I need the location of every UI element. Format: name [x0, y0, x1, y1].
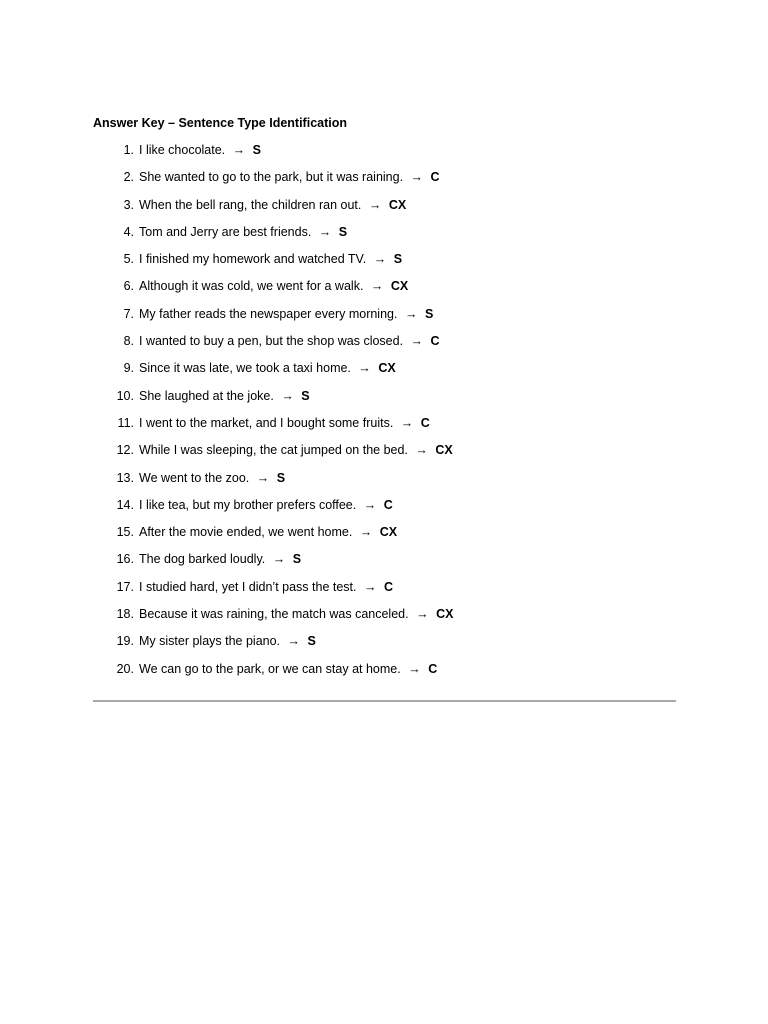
sentence-text: She wanted to go to the park, but it was raining. [139, 170, 404, 185]
item-body [139, 277, 408, 295]
item-number: 6. [123, 279, 134, 294]
item-body [139, 632, 316, 650]
answer-code: CX [435, 443, 453, 458]
list-item [0, 578, 768, 605]
answer-list [0, 141, 768, 687]
answer-code: S [292, 552, 302, 567]
item-body [139, 550, 301, 568]
list-item [0, 414, 768, 441]
answer-code: C [428, 661, 438, 676]
sentence-text: She laughed at the joke. [139, 388, 274, 403]
answer-code: C [383, 497, 393, 512]
list-item [0, 469, 768, 496]
item-number: 10. [116, 388, 134, 403]
item-body [139, 223, 347, 241]
item-number: 1. [123, 143, 134, 157]
answer-code: S [393, 252, 403, 267]
sentence-text: Although it was cold, we went for a walk. [139, 279, 364, 294]
list-item [0, 332, 768, 359]
item-number: 3. [123, 197, 134, 212]
list-item [0, 523, 768, 550]
list-item [0, 496, 768, 523]
arrow-icon: → [358, 361, 371, 376]
list-item [0, 660, 768, 687]
sentence-text: I wanted to buy a pen, but the shop was closed. [139, 334, 404, 349]
item-body [139, 196, 406, 214]
arrow-icon: → [400, 415, 414, 430]
divider [93, 700, 676, 702]
item-number: 14. [116, 497, 134, 512]
sentence-text: When the bell rang, the children ran out. [139, 197, 362, 212]
answer-code: S [276, 470, 286, 485]
item-body [139, 332, 440, 350]
list-item [0, 441, 768, 468]
arrow-icon: → [232, 143, 246, 157]
page-title: Answer Key – Sentence Type Identification [93, 116, 348, 130]
arrow-icon: → [368, 197, 382, 212]
sentence-text: While I was sleeping, the cat jumped on the bed. [139, 443, 408, 458]
list-item [0, 359, 768, 386]
item-body [139, 578, 393, 596]
list-item [0, 277, 768, 304]
item-body [139, 496, 393, 514]
sentence-text: I studied hard, yet I didn’t pass the test. [139, 579, 357, 594]
answer-code: CX [390, 279, 409, 294]
item-body [139, 250, 402, 268]
list-item [0, 141, 768, 168]
item-body [139, 305, 433, 323]
sentence-text: The dog barked loudly. [139, 552, 266, 567]
sentence-text: I went to the market, and I bought some fruits. [139, 415, 394, 430]
item-body [139, 359, 396, 377]
answer-code: C [430, 170, 440, 185]
list-item [0, 196, 768, 223]
arrow-icon: → [256, 470, 270, 485]
arrow-icon: → [318, 224, 332, 239]
answer-code: S [307, 634, 316, 649]
answer-code: S [301, 388, 310, 403]
sentence-text: My sister plays the piano. [139, 634, 281, 649]
answer-code: S [424, 306, 434, 321]
item-body [139, 605, 453, 623]
list-item [0, 168, 768, 195]
arrow-icon: → [287, 634, 301, 649]
arrow-icon: → [370, 279, 384, 294]
answer-code: C [430, 334, 440, 349]
answer-code: S [338, 224, 348, 239]
item-number: 11. [117, 415, 134, 430]
arrow-icon: → [416, 607, 429, 622]
item-body [139, 523, 397, 541]
sentence-text: After the movie ended, we went home. [139, 525, 353, 540]
sentence-text: Since it was late, we took a taxi home. [139, 361, 351, 376]
arrow-icon: → [363, 579, 377, 594]
item-number: 7. [123, 306, 134, 321]
list-item [0, 223, 768, 250]
item-number: 8. [123, 334, 134, 349]
arrow-icon: → [359, 525, 373, 540]
item-number: 5. [123, 252, 134, 267]
item-number: 19. [116, 634, 134, 649]
sentence-text: We can go to the park, or we can stay at home. [139, 661, 401, 676]
item-body [139, 441, 453, 459]
item-number: 15. [116, 525, 134, 540]
item-body [139, 387, 310, 405]
item-number: 17. [116, 579, 134, 594]
answer-code: CX [379, 525, 398, 540]
item-number: 9. [123, 361, 134, 376]
list-item [0, 632, 768, 659]
answer-code: CX [378, 361, 396, 376]
arrow-icon: → [410, 170, 424, 185]
answer-code: CX [436, 607, 454, 622]
item-number: 16. [116, 552, 134, 567]
sentence-text: I finished my homework and watched TV. [139, 252, 367, 267]
item-number: 20. [116, 661, 134, 676]
answer-code: CX [388, 197, 407, 212]
answer-code: C [420, 415, 430, 430]
arrow-icon: → [408, 661, 421, 676]
item-body [139, 660, 437, 678]
arrow-icon: → [272, 552, 286, 567]
list-item [0, 387, 768, 414]
sentence-text: I like chocolate. [139, 143, 226, 157]
item-number: 18. [116, 607, 134, 622]
list-item [0, 305, 768, 332]
arrow-icon: → [410, 334, 424, 349]
list-item [0, 605, 768, 632]
sentence-text: Tom and Jerry are best friends. [139, 224, 312, 239]
list-item [0, 250, 768, 277]
item-number: 13. [116, 470, 134, 485]
arrow-icon: → [281, 388, 294, 403]
answer-code: C [383, 579, 393, 594]
item-number: 4. [123, 224, 134, 239]
item-body [139, 168, 440, 186]
sentence-text: My father reads the newspaper every morning. [139, 306, 398, 321]
item-body [139, 469, 285, 487]
arrow-icon: → [415, 443, 428, 458]
item-body [139, 414, 430, 432]
sentence-text: We went to the zoo. [139, 470, 250, 485]
item-number: 2. [123, 170, 134, 185]
list-item [0, 550, 768, 577]
item-number: 12. [116, 443, 134, 458]
sentence-text: Because it was raining, the match was canceled. [139, 607, 409, 622]
arrow-icon: → [363, 497, 377, 512]
item-body [139, 141, 261, 159]
arrow-icon: → [404, 306, 418, 321]
answer-code: S [252, 143, 261, 157]
arrow-icon: → [373, 252, 387, 267]
sentence-text: I like tea, but my brother prefers coffee. [139, 497, 357, 512]
